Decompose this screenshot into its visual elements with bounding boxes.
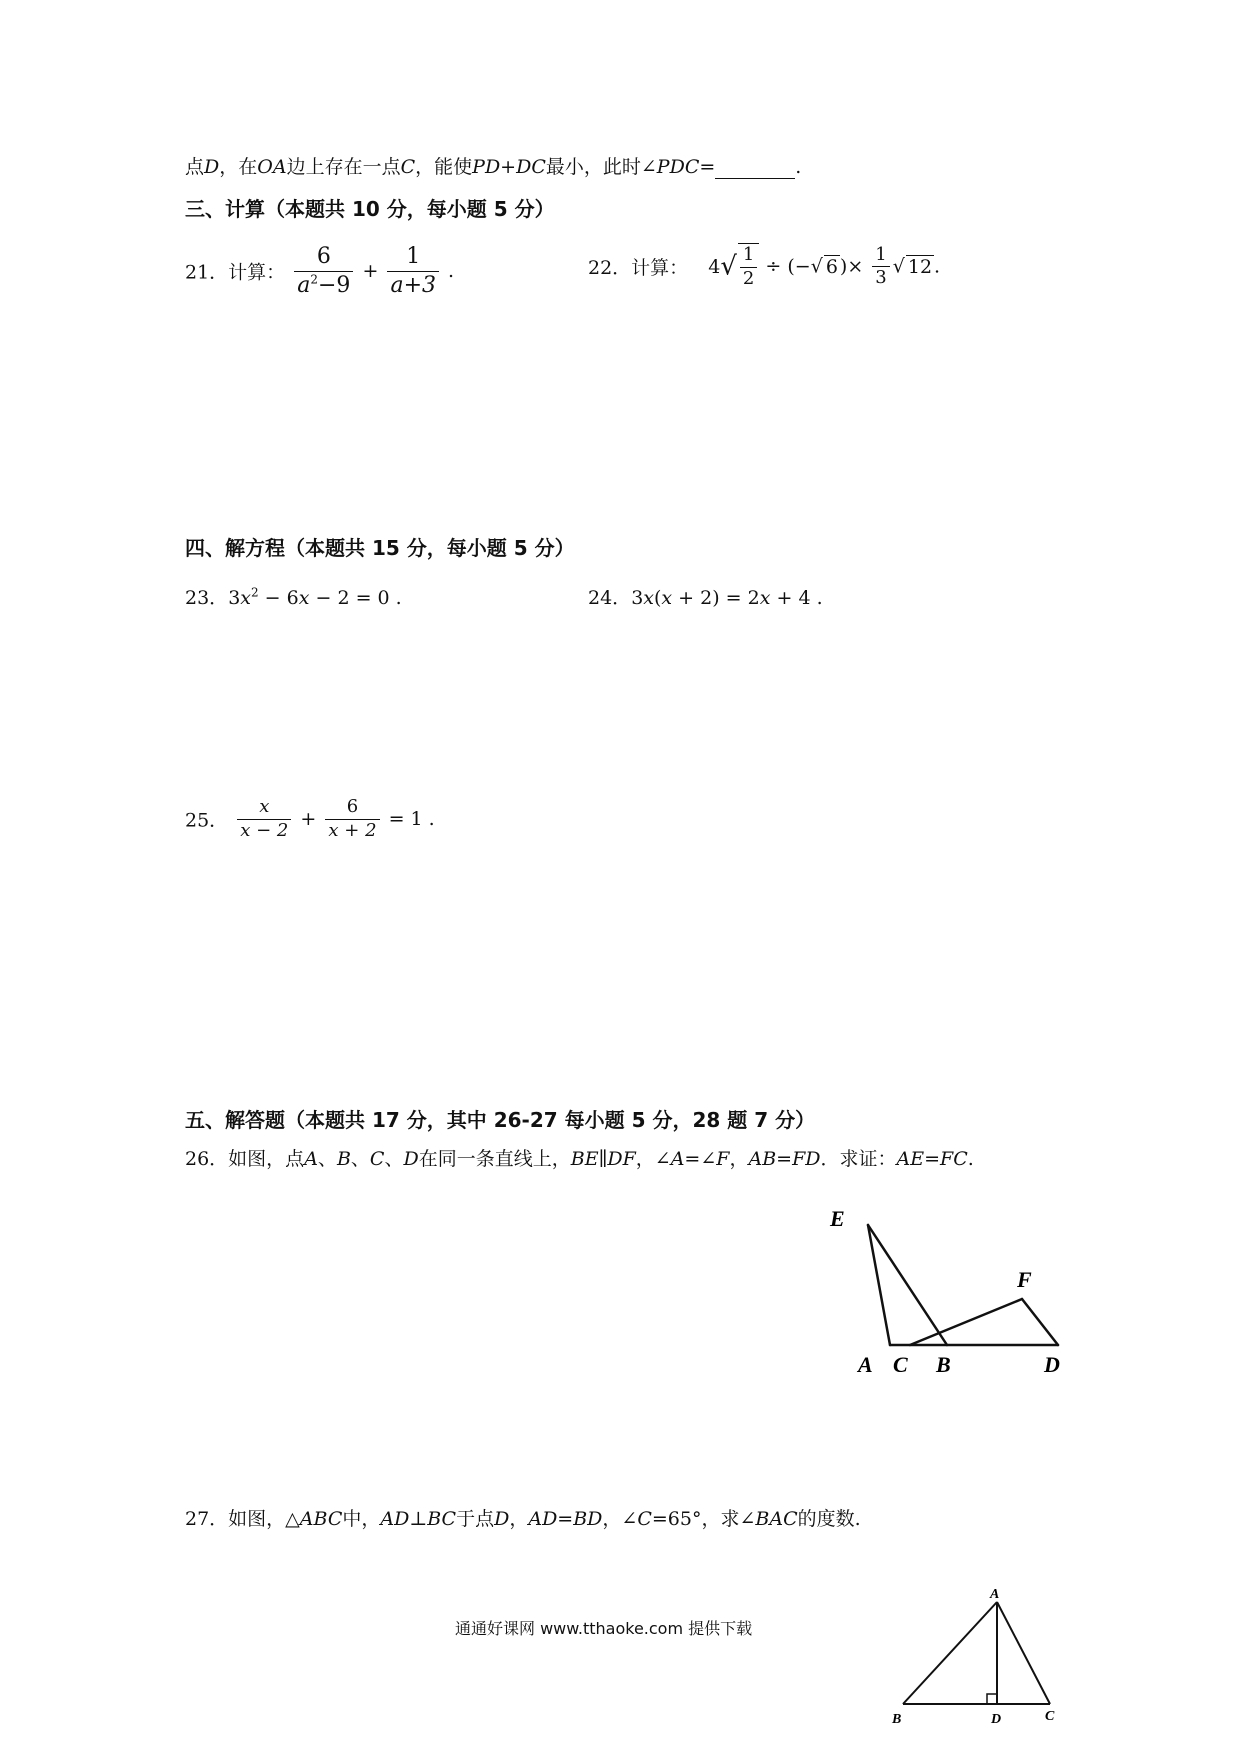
fraction: $\frac{1}{a+3}$ (387, 243, 439, 299)
label-A: A (858, 1352, 873, 1377)
label-D: D (1044, 1352, 1060, 1377)
segment-AB (903, 1602, 997, 1704)
label-A: A (990, 1587, 1000, 1602)
question-22: 22．计算： 4√ $\frac{1}{2}$ ÷ (−√ 6 )× $\frac{1}{3}$ √ 12 . (588, 243, 941, 289)
question-27: 27．如图，△ABC中，AD⊥BC于点D，AD=BD，∠C=65°，求∠BAC的度数. (185, 1508, 861, 1530)
figure-27 (880, 1586, 1080, 1736)
section-4-title: 四、解方程（本题共 15 分，每小题 5 分） (185, 536, 575, 560)
segment-FD (1022, 1299, 1058, 1345)
answer-blank (715, 160, 795, 179)
label-E: E (830, 1206, 845, 1231)
continuation-line: 点D，在OA边上存在一点C，能使PD+DC最小，此时∠PDC= . (185, 156, 802, 178)
label-B: B (892, 1712, 902, 1727)
question-24: 24．3x(x + 2) = 2x + 4 . (588, 587, 823, 609)
right-angle-mark (987, 1694, 997, 1704)
question-26: 26．如图，点A、B、C、D在同一条直线上，BE∥DF，∠A=∠F，AB=FD．求证：AE=FC. (185, 1148, 974, 1170)
fraction: $\frac{6}{a^2-9}$ (294, 243, 353, 299)
question-23: 23．$3x^2 - 6x - 2 = 0$ . (185, 585, 402, 609)
label-C: C (893, 1352, 908, 1377)
label-D: D (991, 1712, 1002, 1727)
segment-AC (997, 1602, 1050, 1704)
figure-26 (800, 1195, 1090, 1395)
question-21: 21．计算： $\frac{6}{a^2-9}$ + $\frac{1}{a+3}$ . (185, 244, 455, 298)
label-B: B (936, 1352, 951, 1377)
segment-CF (910, 1299, 1022, 1345)
page-footer: 通通好课网 www.tthaoke.com 提供下载 (455, 1619, 753, 1638)
label-C: C (1045, 1709, 1055, 1724)
question-25: 25． $\frac{x}{x - 2}$ + $\frac{6}{x + 2}$ = 1 . (185, 796, 435, 841)
section-3-title: 三、计算（本题共 10 分，每小题 5 分） (185, 197, 555, 221)
label-F: F (1017, 1267, 1032, 1292)
section-5-title: 五、解答题（本题共 17 分，其中 26-27 每小题 5 分，28 题 7 分） (185, 1108, 816, 1132)
